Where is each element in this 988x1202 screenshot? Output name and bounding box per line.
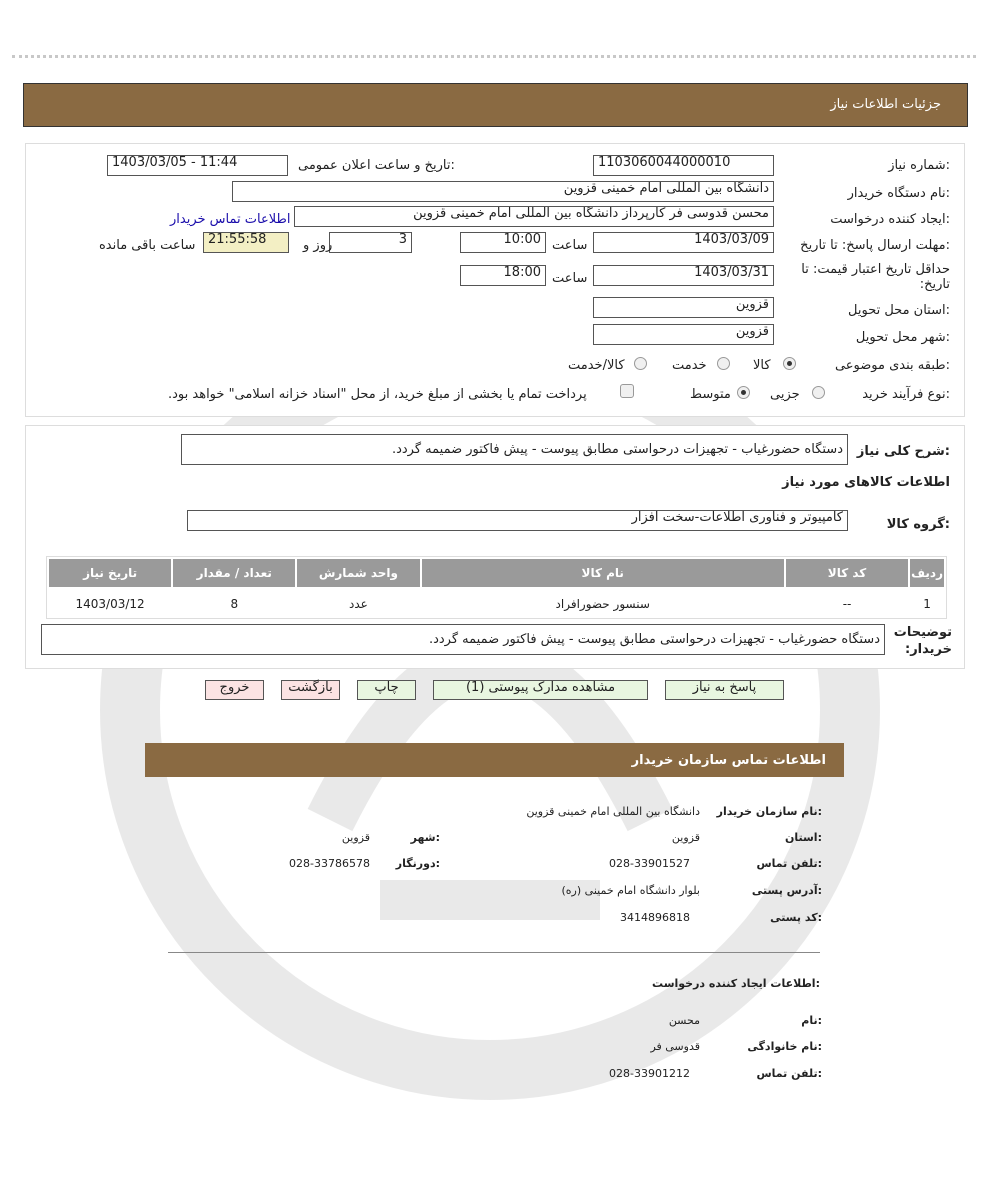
city-label: شهر محل تحویل: [855, 330, 950, 345]
contact-province-label: استان: [784, 831, 822, 844]
creator-phone-value: 028-33901212 [609, 1067, 690, 1080]
items-table [47, 557, 946, 618]
buyer-notes-field: دستگاه حضورغیاب - تجهیزات درحواستی مطابق پیوست - پیش فاکتور ضمیمه گردد. [41, 624, 885, 655]
page-title: جزئیات اطلاعات نیاز [830, 97, 941, 112]
print-button[interactable]: چاپ [357, 680, 416, 700]
creator-phone-label: تلفن تماس: [756, 1067, 822, 1080]
buyer-org-label: نام دستگاه خریدار: [847, 186, 950, 201]
creator-family-value: قدوسی فر [650, 1040, 700, 1053]
contact-phone-label: تلفن تماس: [756, 857, 822, 870]
announce-field: 1403/03/05 - 11:44 [107, 155, 288, 176]
creator-info-title: اطلاعات ایجاد کننده درخواست: [652, 977, 820, 990]
contact-divider [168, 952, 820, 953]
contact-address-value: بلوار دانشگاه امام خمینی (ره) [561, 884, 700, 897]
col-code-header: کد کالا [785, 558, 909, 588]
attachments-button[interactable]: مشاهده مدارک پیوستی (1) [433, 680, 648, 700]
deadline-label: مهلت ارسال پاسخ: تا تاریخ: [800, 238, 950, 253]
exit-button[interactable]: خروج [205, 680, 264, 700]
category-radio-goods[interactable] [783, 357, 796, 370]
col-row-header: ردیف [909, 558, 945, 588]
cell-qty: 8 [172, 588, 296, 618]
cell-date: 1403/03/12 [48, 588, 172, 618]
creator-label: ایجاد کننده درخواست: [830, 212, 950, 227]
deadline-date-field: 1403/03/09 [593, 232, 774, 253]
treasury-checkbox[interactable] [620, 384, 634, 398]
payment-note: پرداخت تمام یا بخشی از مبلغ خرید، از محل "اسناد خزانه اسلامی" خواهد بود. [168, 387, 587, 402]
remaining-label: ساعت باقی مانده [99, 238, 196, 253]
category-label: طبقه بندی موضوعی: [834, 358, 950, 373]
creator-field: محسن قدوسی فر کارپرداز دانشگاه بین المللی امام خمینی قزوین [294, 206, 774, 227]
contact-phone-value: 028-33901527 [609, 857, 690, 870]
days-label: روز و [303, 238, 333, 253]
summary-field: دستگاه حضورغیاب - تجهیزات درحواستی مطابق پیوست - پیش فاکتور ضمیمه گردد. [181, 434, 848, 465]
process-option-medium: متوسط [690, 387, 731, 402]
buyer-notes-label: توضیحات خریدار: [893, 625, 952, 657]
summary-label: شرح کلی نیاز: [856, 444, 950, 459]
contact-postal-value: 3414896818 [620, 911, 690, 924]
contact-title: اطلاعات تماس سازمان خریدار [631, 753, 826, 768]
page-header [23, 83, 968, 127]
cell-unit: عدد [296, 588, 420, 618]
need-number-field: 1103060044000010 [593, 155, 774, 176]
deadline-time-field: 10:00 [460, 232, 546, 253]
category-option-both: کالا/خدمت [568, 358, 625, 373]
validity-date-field: 1403/03/31 [593, 265, 774, 286]
contact-fax-value: 028-33786578 [289, 857, 370, 870]
items-table-header [48, 558, 945, 588]
buyer-contact-link[interactable]: اطلاعات تماس خریدار [170, 212, 291, 227]
contact-org-label: نام سازمان خریدار: [716, 805, 822, 818]
process-label: نوع فرآیند خرید: [862, 387, 950, 402]
creator-name-label: نام: [801, 1014, 822, 1027]
cell-code: -- [785, 588, 909, 618]
top-divider [12, 55, 976, 58]
remaining-time-field: 21:55:58 [203, 232, 289, 253]
back-button[interactable]: بازگشت [281, 680, 340, 700]
category-option-goods: کالا [753, 358, 771, 373]
contact-city-label: شهر: [410, 831, 440, 844]
group-field: کامپیوتر و فناوری اطلاعات-سخت افزار [187, 510, 848, 531]
validity-time-label: ساعت [552, 271, 588, 286]
group-label: گروه کالا: [886, 517, 950, 532]
goods-info-title: اطلاعات کالاهای مورد نیاز [782, 475, 950, 490]
cell-name: سنسور حضورافراد [421, 588, 785, 618]
col-date-header: تاریخ نیاز [48, 558, 172, 588]
contact-fax-label: دورنگار: [395, 857, 440, 870]
contact-province-value: قزوین [671, 831, 700, 844]
announce-label: تاریخ و ساعت اعلان عمومی: [298, 158, 455, 173]
category-radio-both[interactable] [634, 357, 647, 370]
creator-name-value: محسن [668, 1014, 700, 1027]
col-unit-header: واحد شمارش [296, 558, 420, 588]
creator-family-label: نام خانوادگی: [747, 1040, 822, 1053]
contact-address-label: آدرس پستی: [751, 884, 822, 897]
days-field: 3 [329, 232, 412, 253]
process-option-minor: جزیی [770, 387, 800, 402]
validity-label: حداقل تاریخ اعتبار قیمت: تا تاریخ: [801, 262, 950, 292]
process-radio-minor[interactable] [812, 386, 825, 399]
province-field: قزوین [593, 297, 774, 318]
table-row [48, 588, 945, 618]
category-radio-service[interactable] [717, 357, 730, 370]
process-radio-medium[interactable] [737, 386, 750, 399]
province-label: استان محل تحویل: [848, 303, 950, 318]
contact-city-value: قزوین [341, 831, 370, 844]
reply-button[interactable]: پاسخ به نیاز [665, 680, 784, 700]
contact-header [145, 743, 844, 777]
contact-org-value: دانشگاه بین المللی امام خمینی قزوین [526, 805, 700, 818]
deadline-time-label: ساعت [552, 238, 588, 253]
buyer-org-field: دانشگاه بین المللی امام خمینی قزوین [232, 181, 774, 202]
cell-row: 1 [909, 588, 945, 618]
col-qty-header: تعداد / مقدار [172, 558, 296, 588]
city-field: قزوین [593, 324, 774, 345]
contact-postal-label: کد پستی: [770, 911, 822, 924]
watermark-logo [80, 300, 900, 1120]
need-number-label: شماره نیاز: [888, 158, 950, 173]
items-table-wrap [46, 556, 947, 619]
validity-time-field: 18:00 [460, 265, 546, 286]
col-name-header: نام کالا [421, 558, 785, 588]
category-option-service: خدمت [672, 358, 707, 373]
